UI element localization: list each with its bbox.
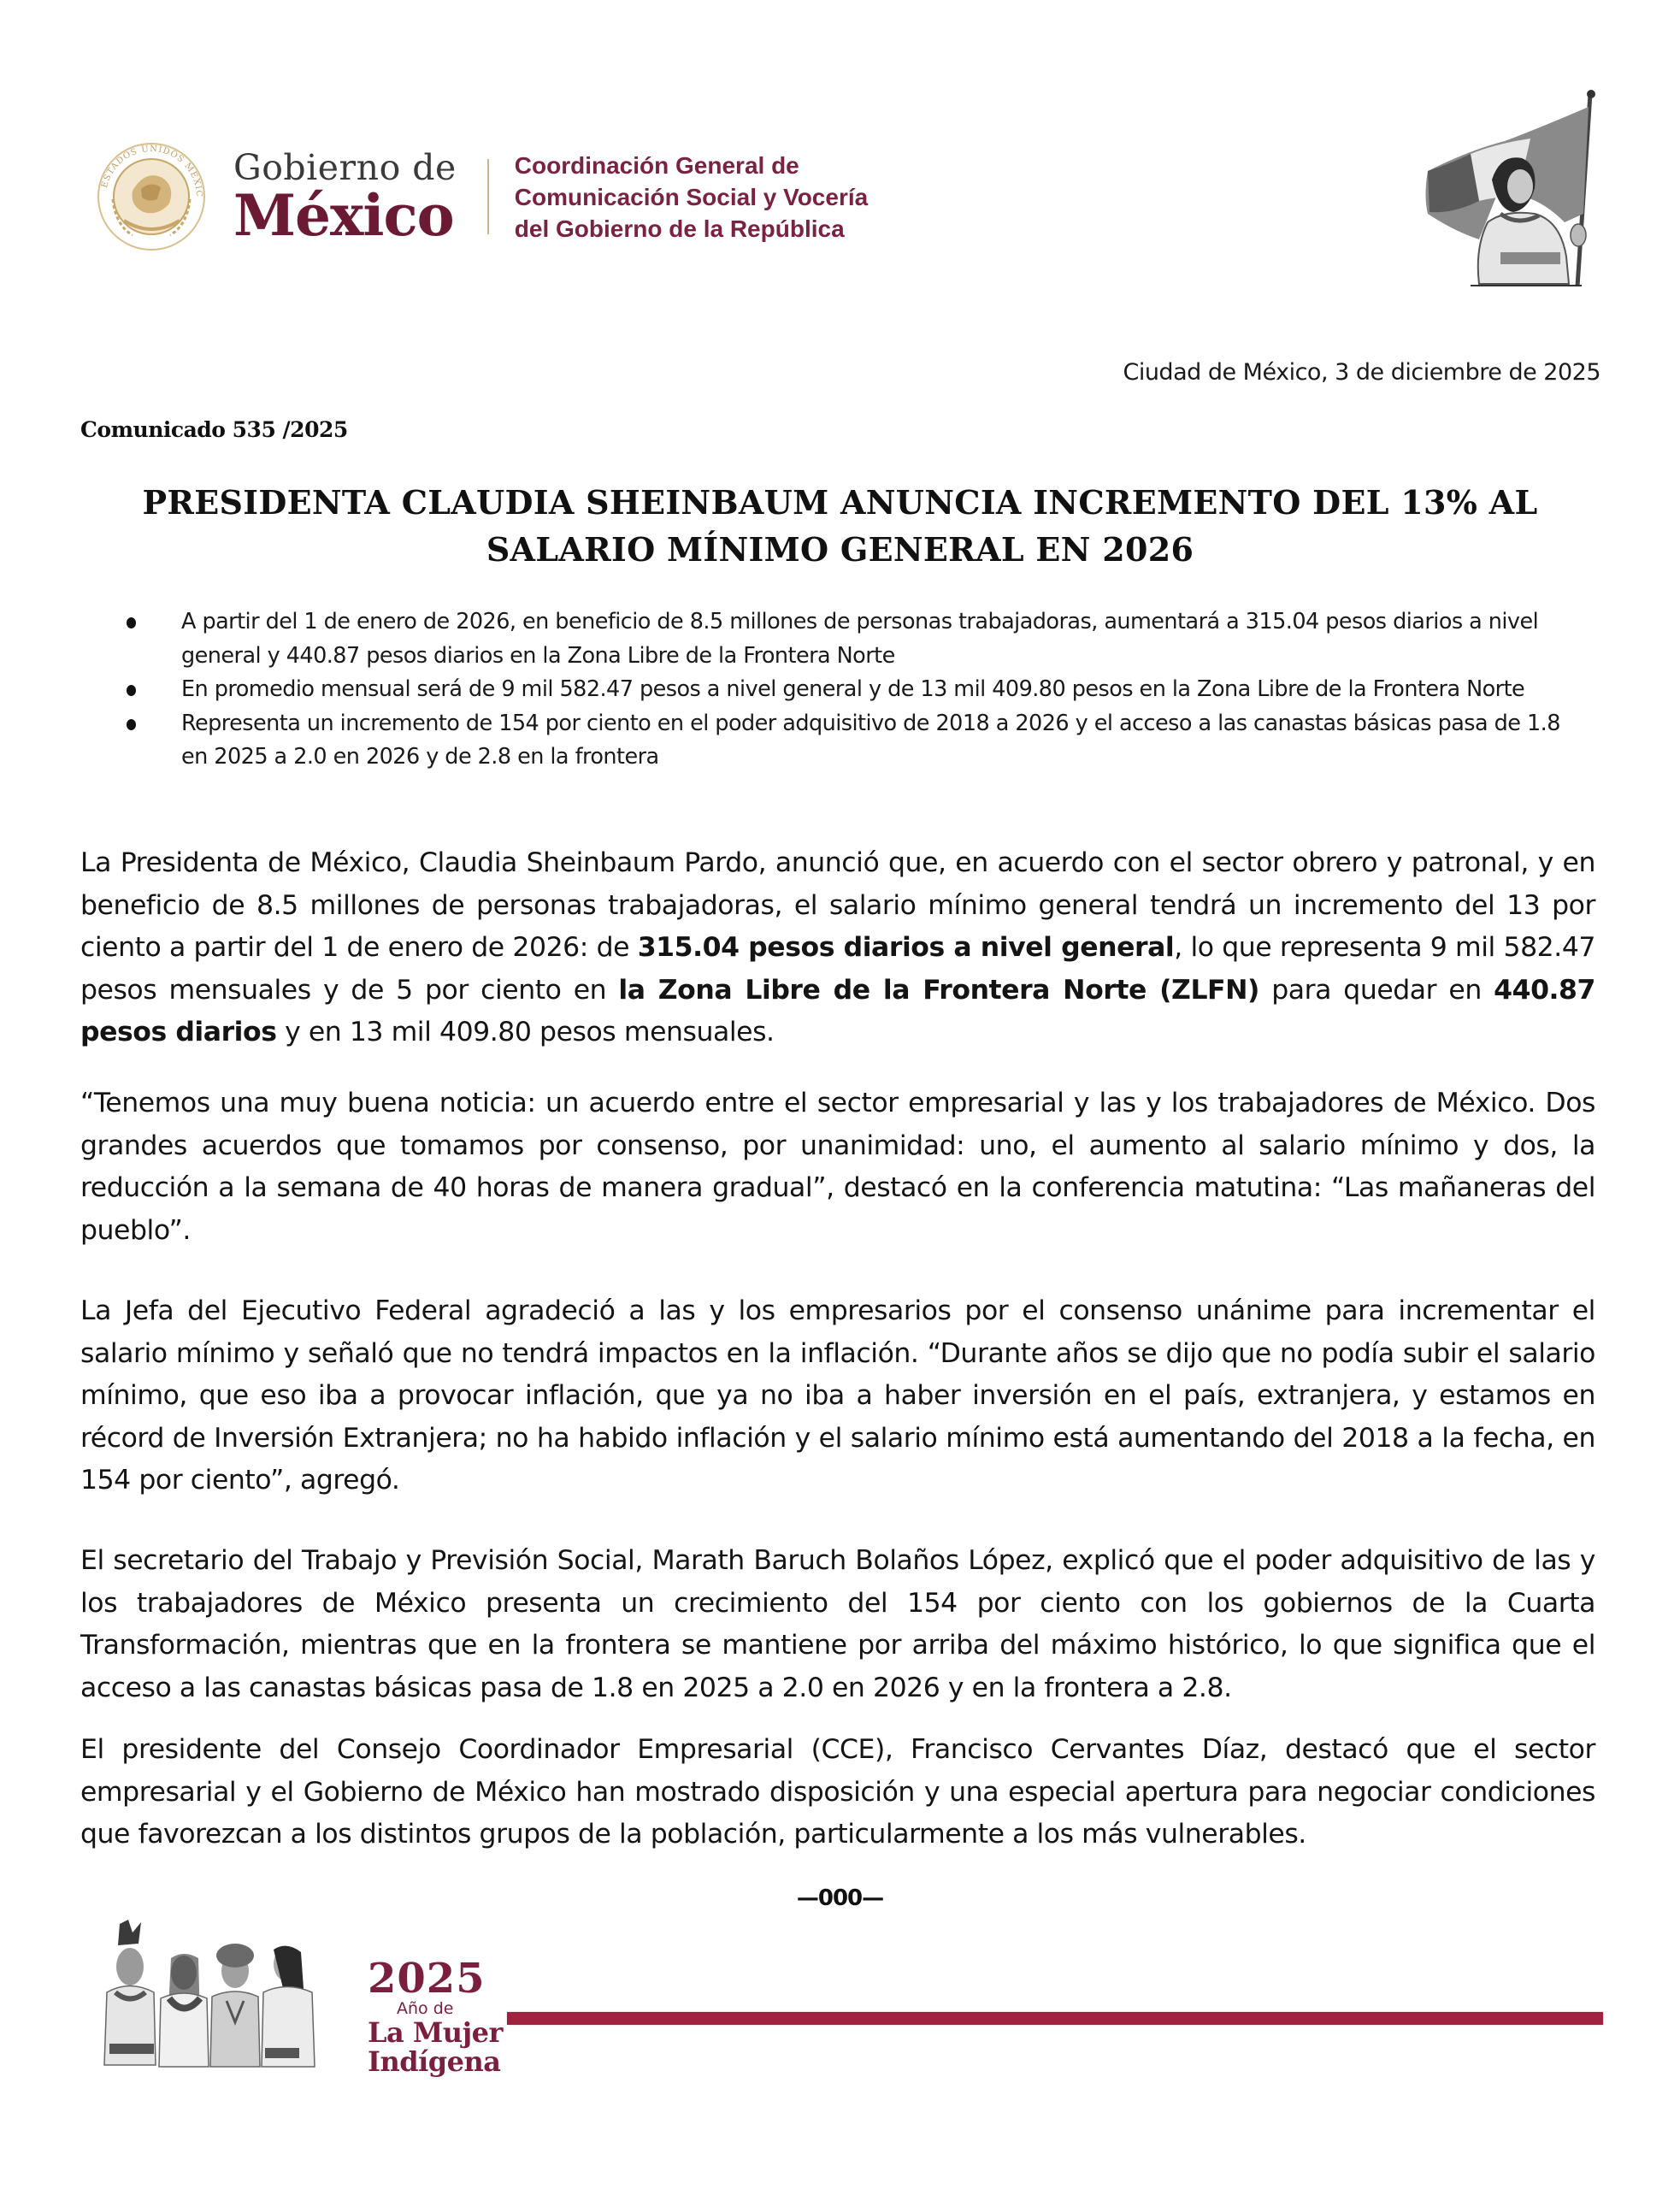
body-paragraph-1	[80, 842, 1595, 1054]
footer-year: 2025	[368, 1955, 486, 2003]
footer-divider-bar	[507, 2012, 1603, 2025]
year-of-indigenous-women-logo	[368, 1955, 503, 2078]
bullet-icon	[127, 719, 136, 730]
header-divider	[487, 159, 489, 234]
key-point	[120, 605, 1590, 673]
office-name	[515, 150, 868, 245]
body-paragraph-4: El secretario del Trabajo y Previsión Social, Marath Baruch Bolaños López, explicó que el poder adquisitivo de las y los trabajadores de México presenta un crecimiento del 154 por ciento con los gobiernos de la Cuarta Transformación, mientras que en la frontera se mantiene por arriba del máximo histórico, lo que significa que el acceso a las canastas básicas pasa de 1.8 en 2025 a 2.0 en 2026 y en la frontera a 2.8.	[80, 1545, 1595, 1703]
gov-line-1: Gobierno de	[233, 146, 457, 188]
key-point	[120, 707, 1590, 775]
national-seal-icon	[94, 139, 209, 255]
bullet-icon	[127, 685, 136, 696]
government-wordmark	[233, 146, 457, 249]
p1-text-3: para quedar en	[1259, 974, 1494, 1006]
end-mark: —000—	[796, 1885, 884, 1911]
key-point-text: A partir del 1 de enero de 2026, en beneficio de 8.5 millones de personas trabajadoras, aumentará a 315.04 pesos diarios a nivel general y 440.87 pesos diarios en la Zona Libre de la Frontera Norte	[181, 609, 1539, 669]
headline	[85, 479, 1595, 573]
headline-line-1: PRESIDENTA CLAUDIA SHEINBAUM ANUNCIA INCREMENTO DEL 13% AL	[142, 483, 1538, 522]
body-paragraph-3: La Jefa del Ejecutivo Federal agradeció a las y los empresarios por el consenso unánime para incrementar el salario mínimo y señaló que no tendrá impactos en la inflación. “Durante años se dijo que no podía subir el salario mínimo, que eso iba a provocar inflación, que ya no iba a haber inversión en el país, extranjera, y estamos en récord de Inversión Extranjera; no ha habido inflación y el salario mínimo está aumentando del 2018 a la fecha, en 154 por ciento”, agregó.	[80, 1295, 1595, 1496]
office-line-2: Comunicación Social y Vocería	[514, 183, 869, 210]
office-line-3: del Gobierno de la República	[514, 215, 845, 242]
footer-year-subtitle: Año de	[397, 1999, 454, 2018]
footer-slogan-line-2: Indígena	[368, 2045, 501, 2078]
woman-with-flag-illustration	[1419, 86, 1616, 291]
p1-text-2: , lo que representa 9 mil 582.47 pesos mensuales y de 5 por ciento en	[80, 932, 1595, 1006]
seal-text: ESTADOS UNIDOS MEXIC	[100, 144, 204, 198]
release-number: Comunicado 535 /2025	[80, 417, 348, 442]
footer-slogan-line-1: La Mujer	[368, 2016, 503, 2049]
gov-line-2: México	[233, 181, 454, 249]
body-paragraph-2: “Tenemos una muy buena noticia: un acuerdo entre el sector empresarial y las y los trabajadores de México. Dos grandes acuerdos que tomamos por consenso, por unanimidad: uno, el aumento al salario mínimo y dos, la reducción a la semana de 40 horas de manera gradual”, destacó en la conferencia matutina: “Las mañaneras del pueblo”.	[80, 1088, 1595, 1246]
office-line-1: Coordinación General de	[514, 151, 799, 179]
headline-line-2: SALARIO MÍNIMO GENERAL EN 2026	[486, 530, 1194, 569]
p1-text-4: y en 13 mil 409.80 pesos mensuales.	[276, 1017, 775, 1047]
p1-bold-border-wage: 440.87 pesos diarios	[80, 974, 1595, 1047]
body-paragraph-5: El presidente del Consejo Coordinador Empresarial (CCE), Francisco Cervantes Díaz, destacó que el sector empresarial y el Gobierno de México han mostrado disposición y una especial apertura para negociar condiciones que favorezcan a los distintos grupos de la población, particularmente a los más vulnerables.	[80, 1734, 1595, 1850]
indigenous-women-illustration	[94, 1920, 351, 2074]
key-point-text: En promedio mensual será de 9 mil 582.47 pesos a nivel general y de 13 mil 409.80 pesos en la Zona Libre de la Frontera Norte	[181, 676, 1525, 702]
key-point-text: Representa un incremento de 154 por ciento en el poder adquisitivo de 2018 a 2026 y el acceso a las canastas básicas pasa de 1.8 en 2025 a 2.0 en 2026 y de 2.8 en la frontera	[181, 710, 1560, 770]
key-points-list	[120, 605, 1590, 775]
place-and-date: Ciudad de México, 3 de diciembre de 2025	[1123, 359, 1600, 386]
key-point	[120, 673, 1590, 707]
government-logo	[94, 141, 868, 252]
bullet-icon	[127, 617, 136, 628]
p1-bold-border-zone: la Zona Libre de la Frontera Norte (ZLFN)	[618, 974, 1259, 1006]
p1-text-1: La Presidenta de México, Claudia Sheinbaum Pardo, anunció que, en acuerdo con el sector obrero y patronal, y en beneficio de 8.5 millones de personas trabajadoras, el salario mínimo general tendrá un incremento del 13 por ciento a partir del 1 de enero de 2026: de	[80, 847, 1595, 963]
p1-bold-general-wage: 315.04 pesos diarios a nivel general	[637, 932, 1175, 963]
